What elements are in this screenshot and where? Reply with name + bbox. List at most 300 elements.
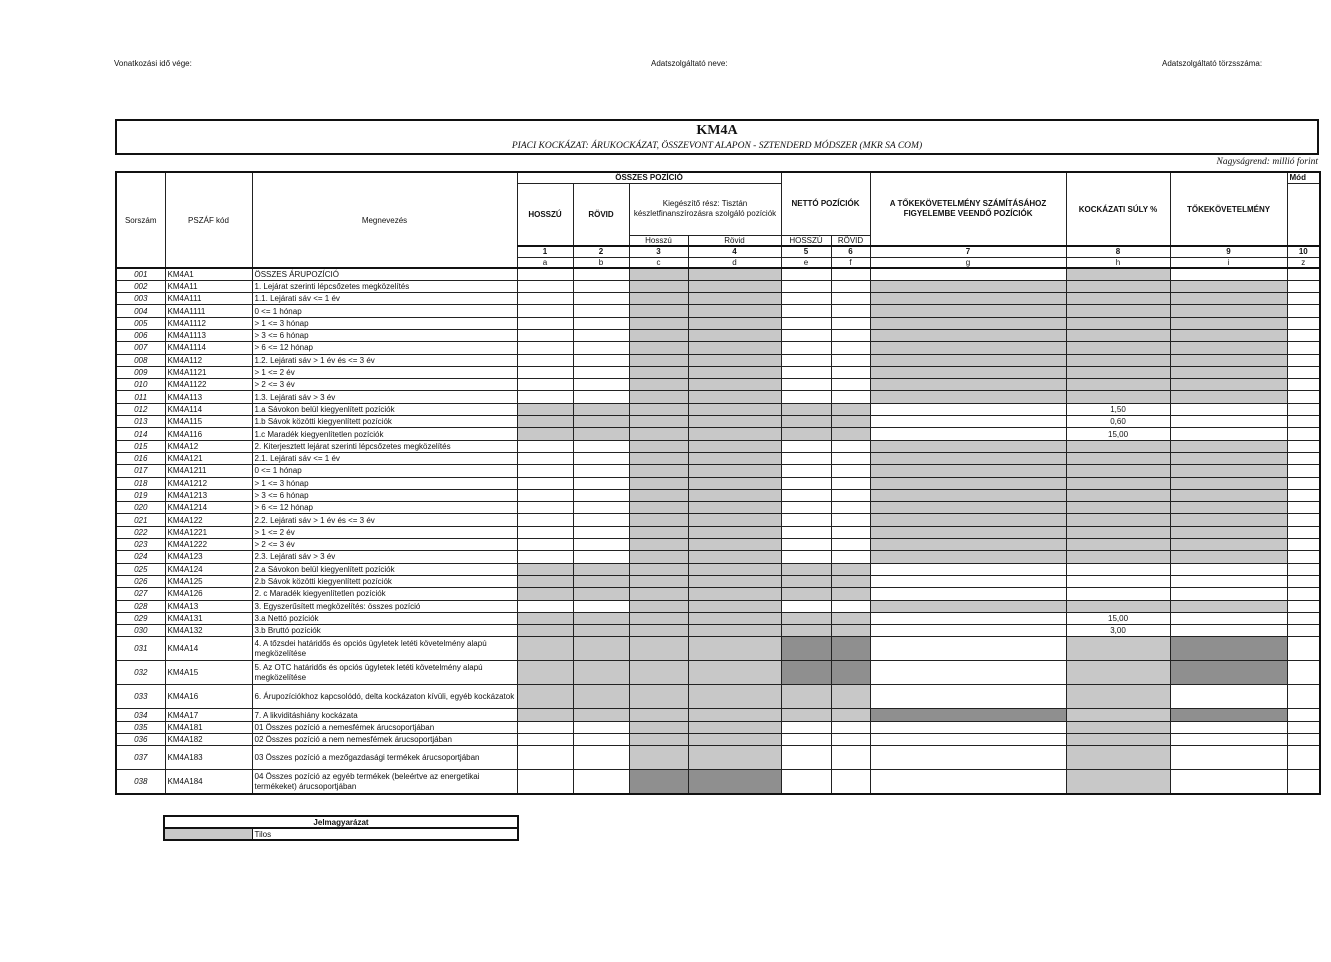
data-cell[interactable] (629, 366, 688, 378)
data-cell[interactable] (629, 354, 688, 366)
data-cell[interactable] (629, 465, 688, 477)
risk-weight-cell[interactable] (1066, 465, 1170, 477)
data-cell[interactable] (517, 539, 573, 551)
data-cell[interactable] (1287, 440, 1320, 452)
data-cell[interactable] (870, 746, 1066, 770)
data-cell[interactable] (1170, 637, 1287, 661)
data-cell[interactable] (781, 416, 831, 428)
data-cell[interactable] (870, 317, 1066, 329)
data-cell[interactable] (831, 391, 870, 403)
data-cell[interactable] (1170, 502, 1287, 514)
data-cell[interactable] (870, 280, 1066, 292)
data-cell[interactable] (831, 317, 870, 329)
data-cell[interactable] (781, 428, 831, 440)
data-cell[interactable] (1287, 379, 1320, 391)
data-cell[interactable] (1170, 465, 1287, 477)
data-cell[interactable] (573, 709, 629, 721)
risk-weight-cell[interactable] (1066, 709, 1170, 721)
risk-weight-cell[interactable] (1066, 489, 1170, 501)
data-cell[interactable] (517, 612, 573, 624)
data-cell[interactable] (1170, 746, 1287, 770)
data-cell[interactable] (831, 526, 870, 538)
data-cell[interactable] (831, 637, 870, 661)
data-cell[interactable] (573, 489, 629, 501)
data-cell[interactable] (629, 612, 688, 624)
data-cell[interactable] (517, 661, 573, 685)
data-cell[interactable] (688, 625, 781, 637)
data-cell[interactable] (517, 452, 573, 464)
data-cell[interactable] (781, 709, 831, 721)
data-cell[interactable] (1170, 612, 1287, 624)
data-cell[interactable] (517, 734, 573, 746)
risk-weight-cell[interactable] (1066, 366, 1170, 378)
data-cell[interactable] (629, 661, 688, 685)
data-cell[interactable] (1287, 661, 1320, 685)
data-cell[interactable] (688, 305, 781, 317)
data-cell[interactable] (870, 551, 1066, 563)
data-cell[interactable] (1287, 551, 1320, 563)
data-cell[interactable] (1287, 637, 1320, 661)
data-cell[interactable] (688, 293, 781, 305)
risk-weight-cell[interactable] (1066, 563, 1170, 575)
data-cell[interactable] (629, 625, 688, 637)
risk-weight-cell[interactable] (1066, 391, 1170, 403)
data-cell[interactable] (831, 721, 870, 733)
data-cell[interactable] (1287, 746, 1320, 770)
data-cell[interactable] (573, 551, 629, 563)
data-cell[interactable] (1287, 539, 1320, 551)
data-cell[interactable] (517, 746, 573, 770)
data-cell[interactable] (1287, 514, 1320, 526)
data-cell[interactable] (688, 354, 781, 366)
data-cell[interactable] (831, 770, 870, 794)
data-cell[interactable] (688, 391, 781, 403)
data-cell[interactable] (870, 329, 1066, 341)
data-cell[interactable] (1287, 465, 1320, 477)
risk-weight-cell[interactable] (1066, 600, 1170, 612)
data-cell[interactable] (831, 709, 870, 721)
data-cell[interactable] (517, 514, 573, 526)
data-cell[interactable] (629, 734, 688, 746)
data-cell[interactable] (831, 366, 870, 378)
data-cell[interactable] (629, 746, 688, 770)
data-cell[interactable] (1170, 428, 1287, 440)
data-cell[interactable] (629, 563, 688, 575)
data-cell[interactable] (629, 342, 688, 354)
risk-weight-cell[interactable] (1066, 379, 1170, 391)
data-cell[interactable] (629, 416, 688, 428)
data-cell[interactable] (629, 721, 688, 733)
data-cell[interactable] (781, 403, 831, 415)
data-cell[interactable] (831, 293, 870, 305)
data-cell[interactable] (1287, 563, 1320, 575)
data-cell[interactable] (831, 305, 870, 317)
data-cell[interactable] (831, 539, 870, 551)
data-cell[interactable] (688, 746, 781, 770)
data-cell[interactable] (1287, 709, 1320, 721)
data-cell[interactable] (781, 770, 831, 794)
data-cell[interactable] (781, 563, 831, 575)
data-cell[interactable] (688, 514, 781, 526)
data-cell[interactable] (781, 342, 831, 354)
risk-weight-cell[interactable] (1066, 317, 1170, 329)
data-cell[interactable] (517, 563, 573, 575)
data-cell[interactable] (1170, 477, 1287, 489)
data-cell[interactable] (1170, 440, 1287, 452)
data-cell[interactable] (688, 661, 781, 685)
data-cell[interactable] (573, 379, 629, 391)
data-cell[interactable] (870, 612, 1066, 624)
data-cell[interactable] (831, 575, 870, 587)
data-cell[interactable] (1287, 526, 1320, 538)
data-cell[interactable] (688, 575, 781, 587)
data-cell[interactable] (517, 354, 573, 366)
data-cell[interactable] (1170, 391, 1287, 403)
data-cell[interactable] (1170, 575, 1287, 587)
data-cell[interactable] (1287, 734, 1320, 746)
data-cell[interactable] (870, 268, 1066, 280)
data-cell[interactable] (870, 721, 1066, 733)
data-cell[interactable] (1287, 770, 1320, 794)
data-cell[interactable] (573, 293, 629, 305)
data-cell[interactable] (831, 403, 870, 415)
data-cell[interactable] (870, 625, 1066, 637)
data-cell[interactable] (870, 685, 1066, 709)
data-cell[interactable] (629, 526, 688, 538)
data-cell[interactable] (688, 551, 781, 563)
data-cell[interactable] (781, 452, 831, 464)
risk-weight-cell[interactable] (1066, 685, 1170, 709)
data-cell[interactable] (573, 600, 629, 612)
risk-weight-cell[interactable] (1066, 452, 1170, 464)
risk-weight-cell[interactable] (1066, 526, 1170, 538)
data-cell[interactable] (781, 685, 831, 709)
data-cell[interactable] (688, 440, 781, 452)
data-cell[interactable] (517, 379, 573, 391)
data-cell[interactable] (1287, 293, 1320, 305)
data-cell[interactable] (629, 588, 688, 600)
data-cell[interactable] (870, 770, 1066, 794)
risk-weight-cell[interactable] (1066, 575, 1170, 587)
data-cell[interactable] (781, 502, 831, 514)
data-cell[interactable] (688, 588, 781, 600)
data-cell[interactable] (870, 379, 1066, 391)
data-cell[interactable] (831, 477, 870, 489)
data-cell[interactable] (781, 489, 831, 501)
data-cell[interactable] (1287, 403, 1320, 415)
data-cell[interactable] (781, 637, 831, 661)
data-cell[interactable] (1170, 416, 1287, 428)
data-cell[interactable] (1287, 625, 1320, 637)
data-cell[interactable] (1170, 709, 1287, 721)
data-cell[interactable] (629, 502, 688, 514)
data-cell[interactable] (629, 600, 688, 612)
data-cell[interactable] (629, 329, 688, 341)
data-cell[interactable] (573, 721, 629, 733)
risk-weight-cell[interactable] (1066, 770, 1170, 794)
risk-weight-cell[interactable] (1066, 637, 1170, 661)
data-cell[interactable] (1170, 354, 1287, 366)
data-cell[interactable] (573, 440, 629, 452)
data-cell[interactable] (573, 317, 629, 329)
data-cell[interactable] (573, 366, 629, 378)
data-cell[interactable] (1287, 280, 1320, 292)
data-cell[interactable] (1170, 539, 1287, 551)
data-cell[interactable] (781, 391, 831, 403)
data-cell[interactable] (831, 342, 870, 354)
data-cell[interactable] (831, 588, 870, 600)
data-cell[interactable] (517, 305, 573, 317)
data-cell[interactable] (870, 391, 1066, 403)
data-cell[interactable] (517, 416, 573, 428)
data-cell[interactable] (870, 416, 1066, 428)
risk-weight-cell[interactable] (1066, 477, 1170, 489)
data-cell[interactable] (870, 305, 1066, 317)
data-cell[interactable] (573, 685, 629, 709)
data-cell[interactable] (1170, 366, 1287, 378)
data-cell[interactable] (1170, 563, 1287, 575)
risk-weight-cell[interactable] (1066, 342, 1170, 354)
data-cell[interactable] (573, 477, 629, 489)
data-cell[interactable] (1170, 403, 1287, 415)
risk-weight-cell[interactable] (1066, 293, 1170, 305)
data-cell[interactable] (1170, 305, 1287, 317)
data-cell[interactable] (517, 477, 573, 489)
data-cell[interactable] (1287, 477, 1320, 489)
data-cell[interactable] (1287, 612, 1320, 624)
data-cell[interactable] (870, 734, 1066, 746)
data-cell[interactable] (831, 379, 870, 391)
data-cell[interactable] (781, 539, 831, 551)
data-cell[interactable] (629, 477, 688, 489)
data-cell[interactable] (831, 514, 870, 526)
data-cell[interactable] (517, 268, 573, 280)
data-cell[interactable] (870, 637, 1066, 661)
data-cell[interactable] (870, 661, 1066, 685)
data-cell[interactable] (688, 379, 781, 391)
data-cell[interactable] (573, 539, 629, 551)
data-cell[interactable] (688, 489, 781, 501)
data-cell[interactable] (629, 305, 688, 317)
data-cell[interactable] (573, 416, 629, 428)
data-cell[interactable] (688, 734, 781, 746)
data-cell[interactable] (573, 514, 629, 526)
data-cell[interactable] (781, 477, 831, 489)
data-cell[interactable] (870, 489, 1066, 501)
data-cell[interactable] (573, 465, 629, 477)
data-cell[interactable] (1287, 391, 1320, 403)
data-cell[interactable] (870, 514, 1066, 526)
data-cell[interactable] (870, 563, 1066, 575)
data-cell[interactable] (781, 280, 831, 292)
data-cell[interactable] (831, 465, 870, 477)
data-cell[interactable] (1170, 293, 1287, 305)
data-cell[interactable] (688, 329, 781, 341)
data-cell[interactable] (1170, 268, 1287, 280)
risk-weight-cell[interactable] (1066, 268, 1170, 280)
data-cell[interactable] (629, 539, 688, 551)
data-cell[interactable] (870, 600, 1066, 612)
data-cell[interactable] (870, 342, 1066, 354)
data-cell[interactable] (688, 268, 781, 280)
data-cell[interactable] (517, 391, 573, 403)
data-cell[interactable] (831, 428, 870, 440)
data-cell[interactable] (517, 280, 573, 292)
data-cell[interactable] (1287, 489, 1320, 501)
data-cell[interactable] (1287, 575, 1320, 587)
data-cell[interactable] (629, 575, 688, 587)
data-cell[interactable] (517, 625, 573, 637)
data-cell[interactable] (517, 317, 573, 329)
data-cell[interactable] (1170, 452, 1287, 464)
data-cell[interactable] (1287, 588, 1320, 600)
data-cell[interactable] (629, 452, 688, 464)
data-cell[interactable] (1287, 721, 1320, 733)
data-cell[interactable] (831, 489, 870, 501)
data-cell[interactable] (1170, 588, 1287, 600)
data-cell[interactable] (688, 428, 781, 440)
data-cell[interactable] (1287, 268, 1320, 280)
data-cell[interactable] (517, 342, 573, 354)
data-cell[interactable] (688, 637, 781, 661)
data-cell[interactable] (629, 293, 688, 305)
data-cell[interactable] (831, 502, 870, 514)
data-cell[interactable] (1170, 280, 1287, 292)
data-cell[interactable] (573, 588, 629, 600)
data-cell[interactable] (781, 293, 831, 305)
data-cell[interactable] (688, 366, 781, 378)
data-cell[interactable] (688, 721, 781, 733)
data-cell[interactable] (781, 588, 831, 600)
data-cell[interactable] (870, 477, 1066, 489)
data-cell[interactable] (688, 709, 781, 721)
data-cell[interactable] (1170, 317, 1287, 329)
data-cell[interactable] (1287, 305, 1320, 317)
data-cell[interactable] (517, 440, 573, 452)
data-cell[interactable] (517, 526, 573, 538)
data-cell[interactable] (517, 770, 573, 794)
data-cell[interactable] (517, 721, 573, 733)
data-cell[interactable] (688, 452, 781, 464)
data-cell[interactable] (1170, 734, 1287, 746)
data-cell[interactable] (629, 770, 688, 794)
data-cell[interactable] (1170, 551, 1287, 563)
data-cell[interactable] (1287, 366, 1320, 378)
data-cell[interactable] (781, 746, 831, 770)
data-cell[interactable] (1170, 625, 1287, 637)
data-cell[interactable] (517, 575, 573, 587)
data-cell[interactable] (688, 280, 781, 292)
risk-weight-cell[interactable] (1066, 661, 1170, 685)
data-cell[interactable] (517, 465, 573, 477)
data-cell[interactable] (870, 366, 1066, 378)
data-cell[interactable] (1287, 600, 1320, 612)
data-cell[interactable] (1170, 685, 1287, 709)
data-cell[interactable] (517, 489, 573, 501)
data-cell[interactable] (781, 329, 831, 341)
data-cell[interactable] (1287, 317, 1320, 329)
data-cell[interactable] (1287, 452, 1320, 464)
data-cell[interactable] (688, 770, 781, 794)
data-cell[interactable] (870, 452, 1066, 464)
risk-weight-cell[interactable] (1066, 551, 1170, 563)
data-cell[interactable] (870, 354, 1066, 366)
data-cell[interactable] (629, 317, 688, 329)
data-cell[interactable] (517, 502, 573, 514)
data-cell[interactable] (517, 366, 573, 378)
data-cell[interactable] (688, 502, 781, 514)
data-cell[interactable] (870, 575, 1066, 587)
data-cell[interactable] (1287, 342, 1320, 354)
data-cell[interactable] (831, 685, 870, 709)
data-cell[interactable] (688, 465, 781, 477)
data-cell[interactable] (831, 625, 870, 637)
data-cell[interactable] (517, 329, 573, 341)
data-cell[interactable] (629, 428, 688, 440)
data-cell[interactable] (573, 575, 629, 587)
data-cell[interactable] (870, 465, 1066, 477)
data-cell[interactable] (688, 685, 781, 709)
data-cell[interactable] (688, 539, 781, 551)
data-cell[interactable] (629, 685, 688, 709)
data-cell[interactable] (629, 637, 688, 661)
data-cell[interactable] (870, 502, 1066, 514)
data-cell[interactable] (781, 465, 831, 477)
data-cell[interactable] (1287, 685, 1320, 709)
data-cell[interactable] (1287, 502, 1320, 514)
data-cell[interactable] (1287, 428, 1320, 440)
data-cell[interactable] (1170, 600, 1287, 612)
data-cell[interactable] (573, 391, 629, 403)
data-cell[interactable] (831, 354, 870, 366)
data-cell[interactable] (517, 293, 573, 305)
data-cell[interactable] (573, 452, 629, 464)
data-cell[interactable] (629, 440, 688, 452)
data-cell[interactable] (688, 317, 781, 329)
data-cell[interactable] (517, 428, 573, 440)
risk-weight-cell[interactable] (1066, 502, 1170, 514)
data-cell[interactable] (629, 280, 688, 292)
data-cell[interactable] (688, 600, 781, 612)
data-cell[interactable] (1170, 661, 1287, 685)
data-cell[interactable] (781, 526, 831, 538)
data-cell[interactable] (573, 734, 629, 746)
data-cell[interactable] (781, 575, 831, 587)
data-cell[interactable] (870, 588, 1066, 600)
data-cell[interactable] (870, 709, 1066, 721)
data-cell[interactable] (781, 661, 831, 685)
data-cell[interactable] (573, 342, 629, 354)
data-cell[interactable] (870, 428, 1066, 440)
data-cell[interactable] (688, 612, 781, 624)
data-cell[interactable] (688, 342, 781, 354)
data-cell[interactable] (831, 600, 870, 612)
risk-weight-cell[interactable] (1066, 354, 1170, 366)
risk-weight-cell[interactable] (1066, 746, 1170, 770)
data-cell[interactable] (573, 612, 629, 624)
data-cell[interactable] (573, 526, 629, 538)
data-cell[interactable] (831, 416, 870, 428)
data-cell[interactable] (831, 452, 870, 464)
data-cell[interactable] (781, 625, 831, 637)
data-cell[interactable] (573, 563, 629, 575)
data-cell[interactable] (781, 268, 831, 280)
data-cell[interactable] (573, 625, 629, 637)
data-cell[interactable] (573, 770, 629, 794)
risk-weight-cell[interactable] (1066, 539, 1170, 551)
risk-weight-cell[interactable] (1066, 305, 1170, 317)
data-cell[interactable] (1287, 354, 1320, 366)
